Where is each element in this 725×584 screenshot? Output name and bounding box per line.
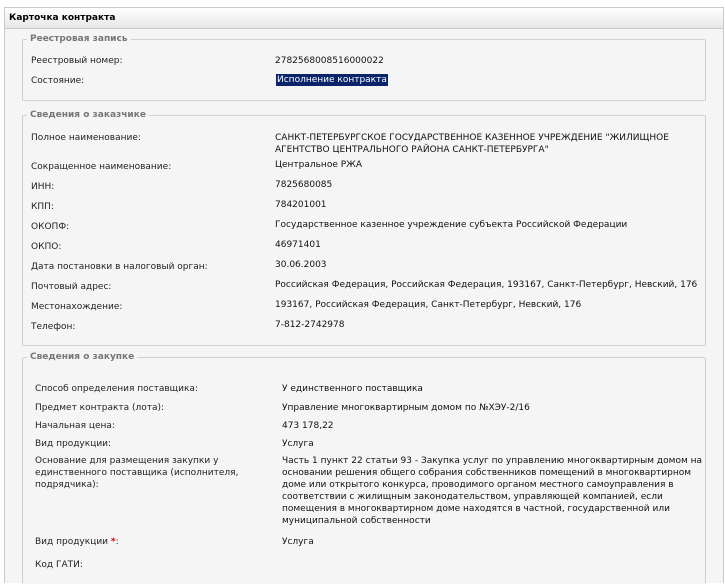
purchase-legend: Сведения о закупке — [30, 352, 135, 362]
required-asterisk: * — [110, 537, 116, 547]
registry-legend: Реестровая запись — [30, 34, 128, 44]
card-title: Карточка контракта — [5, 8, 723, 29]
registry-number-label: Реестровый номер: — [31, 56, 123, 66]
customer-section: Сведения о заказчике Полное наименование: САНКТ-ПЕТЕРБУРГСКОЕ ГОСУДАРСТВЕННОЕ КАЗЕННОЕ УЧРЕЖДЕНИЕ "ЖИЛИЩНОЕ АГЕНТСТВО ЦЕНТРАЛЬНОГО РАЙОНА САНКТ-ПЕТЕРБУРГА" Сокращенное наименование: Центральное РЖА ИНН: 7825680085 КПП: 784201001 ОКОПФ: Государственное казенное учреждение субъекта Российской Федерации ОКПО: 46971401 Дата постановки в налоговый орган: 30.06.2003 Почтовый адрес: Российская Федерация, Российская Федерация, 193167, Санкт-Петербург, Невский, 176 Местонахождение: 193167, Российская Федерация, Санкт-Петербург, Невский, 176 Телефон: 7-812-2742978 — [22, 110, 706, 346]
state-label: Состояние: — [31, 76, 85, 86]
registry-section — [22, 34, 706, 101]
registry-number-value: 2782568008516000022 — [275, 56, 384, 66]
customer-legend: Сведения о заказчике — [30, 110, 146, 120]
state-value: Исполнение контракта — [277, 75, 387, 85]
contract-card — [4, 7, 724, 583]
purchase-section: Сведения о закупке Способ определения поставщика: У единственного поставщика Предмет контракта (лота): Управление многоквартирным домом по №ХЭУ-2/16 Начальная цена: 473 178,22 Вид продукции: Услуга Основание для размещения закупки у единственного поставщика (исполнителя, подрядчика): Часть 1 пункт 22 статьи 93 - Закупка услуг по управлению многоквартирным домом на основании решения общего собрания собственников помещений в многоквартирном доме или открытого конкурса, проводимого органом местного самоуправления в соответствии с жилищным законодательством, управляющей компанией, если помещения в многоквартирном доме находятся в частной, государственной или муниципальной собственности Вид продукции *: Услуга Код ГАТИ: — [22, 352, 706, 584]
